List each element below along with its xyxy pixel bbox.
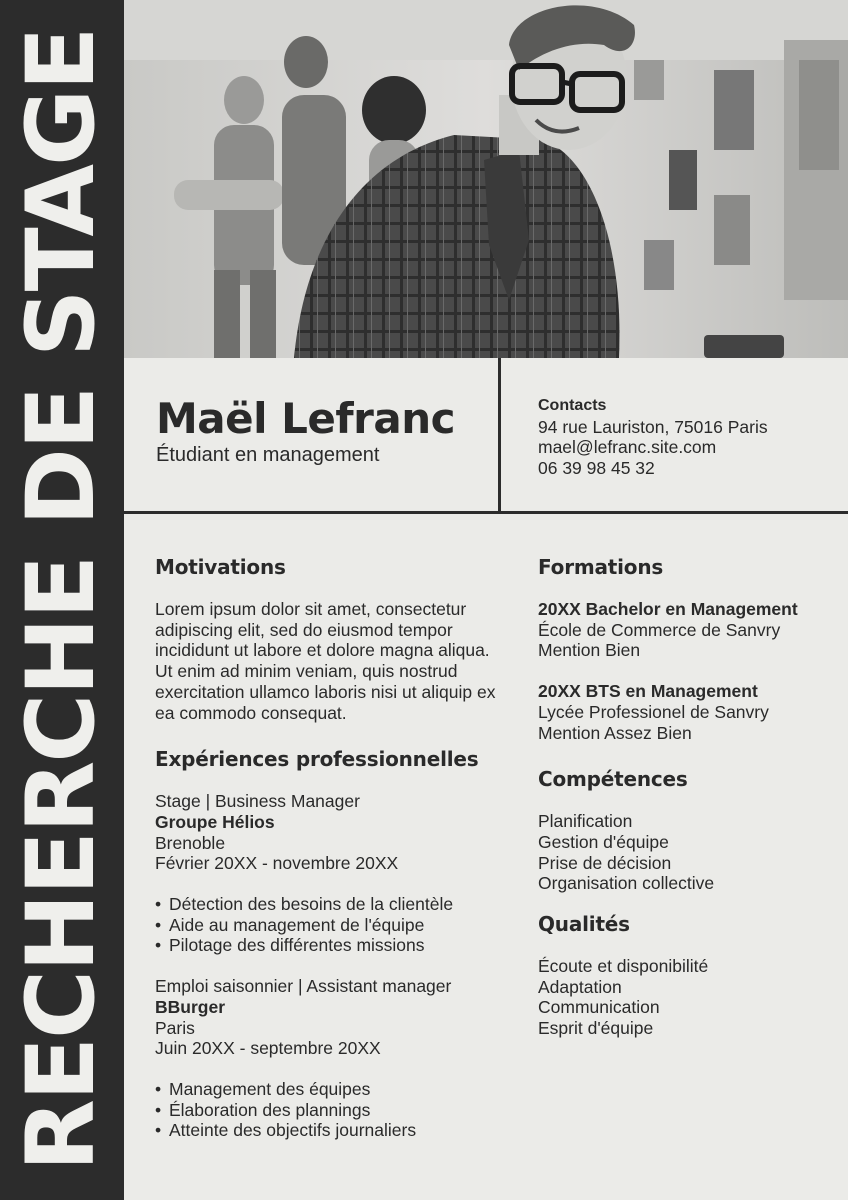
experience-location: Brenoble bbox=[155, 832, 226, 853]
motivations-text: Lorem ipsum dolor sit amet, consectetur adipiscing elit, sed do eiusmod tempor incididunt ut labore et dolore magna aliqua. Ut enim ad minim veniam, quis nostrud exercitation ullamco laboris nisi ut aliquip ex ea commodo consequat. bbox=[155, 599, 496, 723]
header-divider bbox=[498, 358, 501, 511]
contact-phone[interactable]: 06 39 98 45 32 bbox=[538, 457, 655, 478]
header-section bbox=[124, 358, 848, 514]
contact-email[interactable]: mael@lefranc.site.com bbox=[538, 437, 717, 457]
competence-item: Gestion d'équipe bbox=[538, 831, 669, 852]
qualite-item: Adaptation bbox=[538, 976, 622, 997]
experience-dates: Février 20XX - novembre 20XX bbox=[155, 853, 399, 874]
formation-item bbox=[538, 681, 838, 743]
formation-mention: Mention Bien bbox=[538, 640, 641, 661]
right-column bbox=[538, 553, 838, 1039]
competence-item: Organisation collective bbox=[538, 873, 715, 894]
experience-dates: Juin 20XX - septembre 20XX bbox=[155, 1038, 381, 1059]
candidate-name: Maël Lefranc bbox=[156, 394, 456, 443]
competences-list bbox=[538, 811, 838, 894]
experience-company: BBurger bbox=[155, 996, 226, 1017]
formation-mention: Mention Assez Bien bbox=[538, 722, 692, 743]
left-column bbox=[155, 553, 505, 1141]
bullet-item: • Élaboration des plannings bbox=[155, 1100, 505, 1121]
formation-degree: 20XX BTS en Management bbox=[538, 681, 758, 702]
qualite-item: Écoute et disponibilité bbox=[538, 956, 709, 977]
experience-item bbox=[155, 791, 505, 956]
experience-role: Stage | Business Manager bbox=[155, 791, 360, 812]
bullet-item: • Aide au management de l'équipe bbox=[155, 915, 505, 936]
experience-role: Emploi saisonnier | Assistant manager bbox=[155, 976, 452, 997]
side-title: RECHERCHE DE STAGE bbox=[7, 28, 116, 1172]
profile-photo bbox=[124, 0, 848, 358]
qualite-item: Communication bbox=[538, 997, 660, 1018]
formation-degree: 20XX Bachelor en Management bbox=[538, 599, 798, 619]
motivations-heading: Motivations bbox=[155, 555, 286, 579]
formation-school: École de Commerce de Sanvry bbox=[538, 619, 781, 640]
experiences-heading: Expériences professionnelles bbox=[155, 747, 479, 772]
bullet-item: • Management des équipes bbox=[155, 1079, 505, 1100]
bullet-item: • Détection des besoins de la clientèle bbox=[155, 894, 505, 915]
qualites-list bbox=[538, 956, 838, 1039]
formation-item bbox=[538, 599, 838, 661]
experience-item bbox=[155, 976, 505, 1141]
qualites-heading: Qualités bbox=[538, 912, 630, 937]
competence-item: Prise de décision bbox=[538, 852, 672, 873]
experience-location: Paris bbox=[155, 1017, 195, 1038]
formation-school: Lycée Professionel de Sanvry bbox=[538, 701, 769, 722]
contact-address: 94 rue Lauriston, 75016 Paris bbox=[538, 416, 768, 437]
contacts-block bbox=[538, 396, 768, 478]
bullet-item: • Pilotage des différentes missions bbox=[155, 935, 505, 956]
experience-company: Groupe Hélios bbox=[155, 811, 275, 832]
competences-heading: Compétences bbox=[538, 767, 688, 792]
experience-bullets bbox=[155, 894, 505, 956]
candidate-subtitle: Étudiant en management bbox=[156, 444, 380, 466]
sidebar bbox=[0, 0, 124, 1200]
qualite-item: Esprit d'équipe bbox=[538, 1018, 654, 1039]
competence-item: Planification bbox=[538, 811, 633, 832]
experience-bullets bbox=[155, 1079, 505, 1141]
formations-heading: Formations bbox=[538, 555, 664, 579]
contacts-label: Contacts bbox=[538, 397, 607, 414]
bullet-item: • Atteinte des objectifs journaliers bbox=[155, 1120, 505, 1141]
